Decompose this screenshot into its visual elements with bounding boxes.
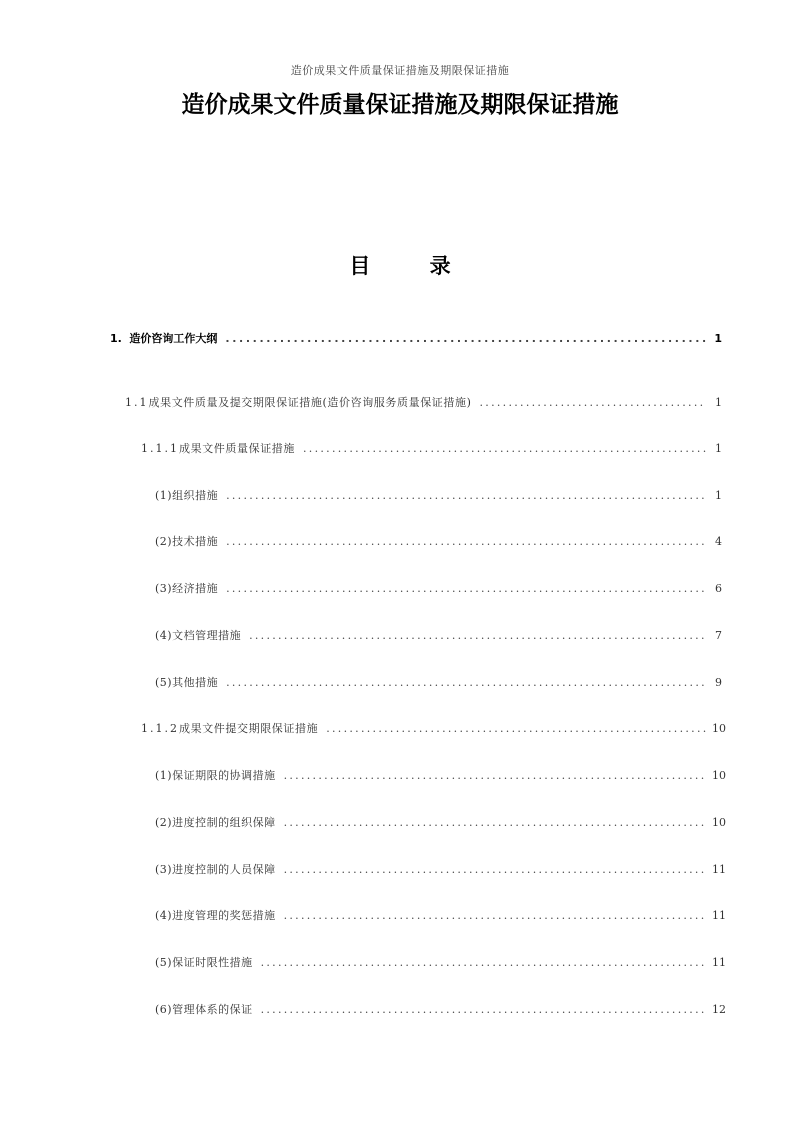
toc-entry-coordination-measures[interactable] (155, 767, 726, 785)
toc-entry-page: 4 (715, 535, 722, 548)
toc-dot-leader (284, 816, 706, 829)
toc-entry-document-management[interactable] (155, 627, 722, 645)
toc-dot-leader (284, 863, 706, 876)
toc-entry-label: (3)经济措施 (155, 582, 219, 595)
toc-entry-number: 1. (110, 332, 122, 345)
toc-entry-number: 1.1.1 (141, 442, 179, 455)
toc-entry-page: 11 (712, 863, 726, 876)
toc-entry-label: 造价咨询工作大纲 (129, 332, 218, 345)
running-header: 造价成果文件质量保证措施及期限保证措施 (290, 64, 510, 77)
toc-entry-schedule-personnel[interactable] (155, 861, 726, 879)
toc-entry-page: 10 (712, 722, 726, 735)
toc-entry-page: 6 (715, 582, 722, 595)
toc-dot-leader (284, 909, 706, 922)
toc-dot-leader (226, 676, 706, 689)
toc-entry-1-1-1[interactable] (141, 440, 722, 458)
toc-entry-page: 1 (714, 332, 722, 345)
toc-dot-leader (326, 722, 706, 735)
toc-dot-leader (226, 535, 706, 548)
toc-dot-leader (249, 629, 706, 642)
toc-entry-label: 成果文件质量保证措施 (179, 442, 295, 455)
toc-entry-page: 9 (715, 676, 722, 689)
toc-entry-technical-measures[interactable] (155, 533, 722, 551)
toc-entry-1[interactable] (110, 330, 722, 348)
toc-heading: 目 录 (349, 254, 477, 278)
toc-entry-page: 10 (712, 769, 726, 782)
toc-dot-leader (226, 582, 706, 595)
toc-entry-label: (5)保证时限性措施 (155, 956, 253, 969)
toc-entry-1-1[interactable] (125, 394, 722, 412)
toc-entry-schedule-organization[interactable] (155, 814, 726, 832)
toc-entry-page: 11 (712, 909, 726, 922)
toc-entry-economic-measures[interactable] (155, 580, 722, 598)
toc-entry-page: 7 (715, 629, 722, 642)
toc-entry-label: (4)文档管理措施 (155, 629, 242, 642)
toc-entry-page: 12 (712, 1003, 726, 1016)
toc-dot-leader (284, 769, 706, 782)
toc-entry-label: (1)组织措施 (155, 489, 219, 502)
toc-entry-page: 1 (715, 396, 722, 409)
toc-entry-label: (6)管理体系的保证 (155, 1003, 253, 1016)
toc-entry-management-system[interactable] (155, 1001, 726, 1019)
toc-entry-page: 1 (715, 442, 722, 455)
toc-entry-label: (4)进度管理的奖惩措施 (155, 909, 276, 922)
toc-dot-leader (261, 1003, 706, 1016)
toc-entry-label: (1)保证期限的协调措施 (155, 769, 276, 782)
toc-dot-leader (226, 489, 706, 502)
toc-entry-label: (2)技术措施 (155, 535, 219, 548)
toc-entry-rewards-penalties[interactable] (155, 907, 726, 925)
toc-entry-label: (5)其他措施 (155, 676, 219, 689)
toc-entry-page: 10 (712, 816, 726, 829)
toc-entry-label: (2)进度控制的组织保障 (155, 816, 276, 829)
toc-entry-label: 成果文件提交期限保证措施 (179, 722, 319, 735)
toc-dot-leader (225, 332, 706, 345)
toc-entry-timeliness-measures[interactable] (155, 954, 726, 972)
document-title: 造价成果文件质量保证措施及期限保证措施 (181, 92, 619, 118)
toc-entry-organization-measures[interactable] (155, 487, 722, 505)
toc-entry-page: 11 (712, 956, 726, 969)
toc-dot-leader (303, 442, 706, 455)
toc-entry-other-measures[interactable] (155, 674, 722, 692)
toc-dot-leader (479, 396, 706, 409)
toc-entry-label: 成果文件质量及提交期限保证措施(造价咨询服务质量保证措施) (148, 396, 472, 409)
toc-dot-leader (261, 956, 706, 969)
toc-entry-page: 1 (715, 489, 722, 502)
toc-entry-number: 1.1.2 (141, 722, 179, 735)
toc-entry-label: (3)进度控制的人员保障 (155, 863, 276, 876)
toc-entry-1-1-2[interactable] (141, 720, 726, 738)
toc-entry-number: 1.1 (125, 396, 149, 409)
